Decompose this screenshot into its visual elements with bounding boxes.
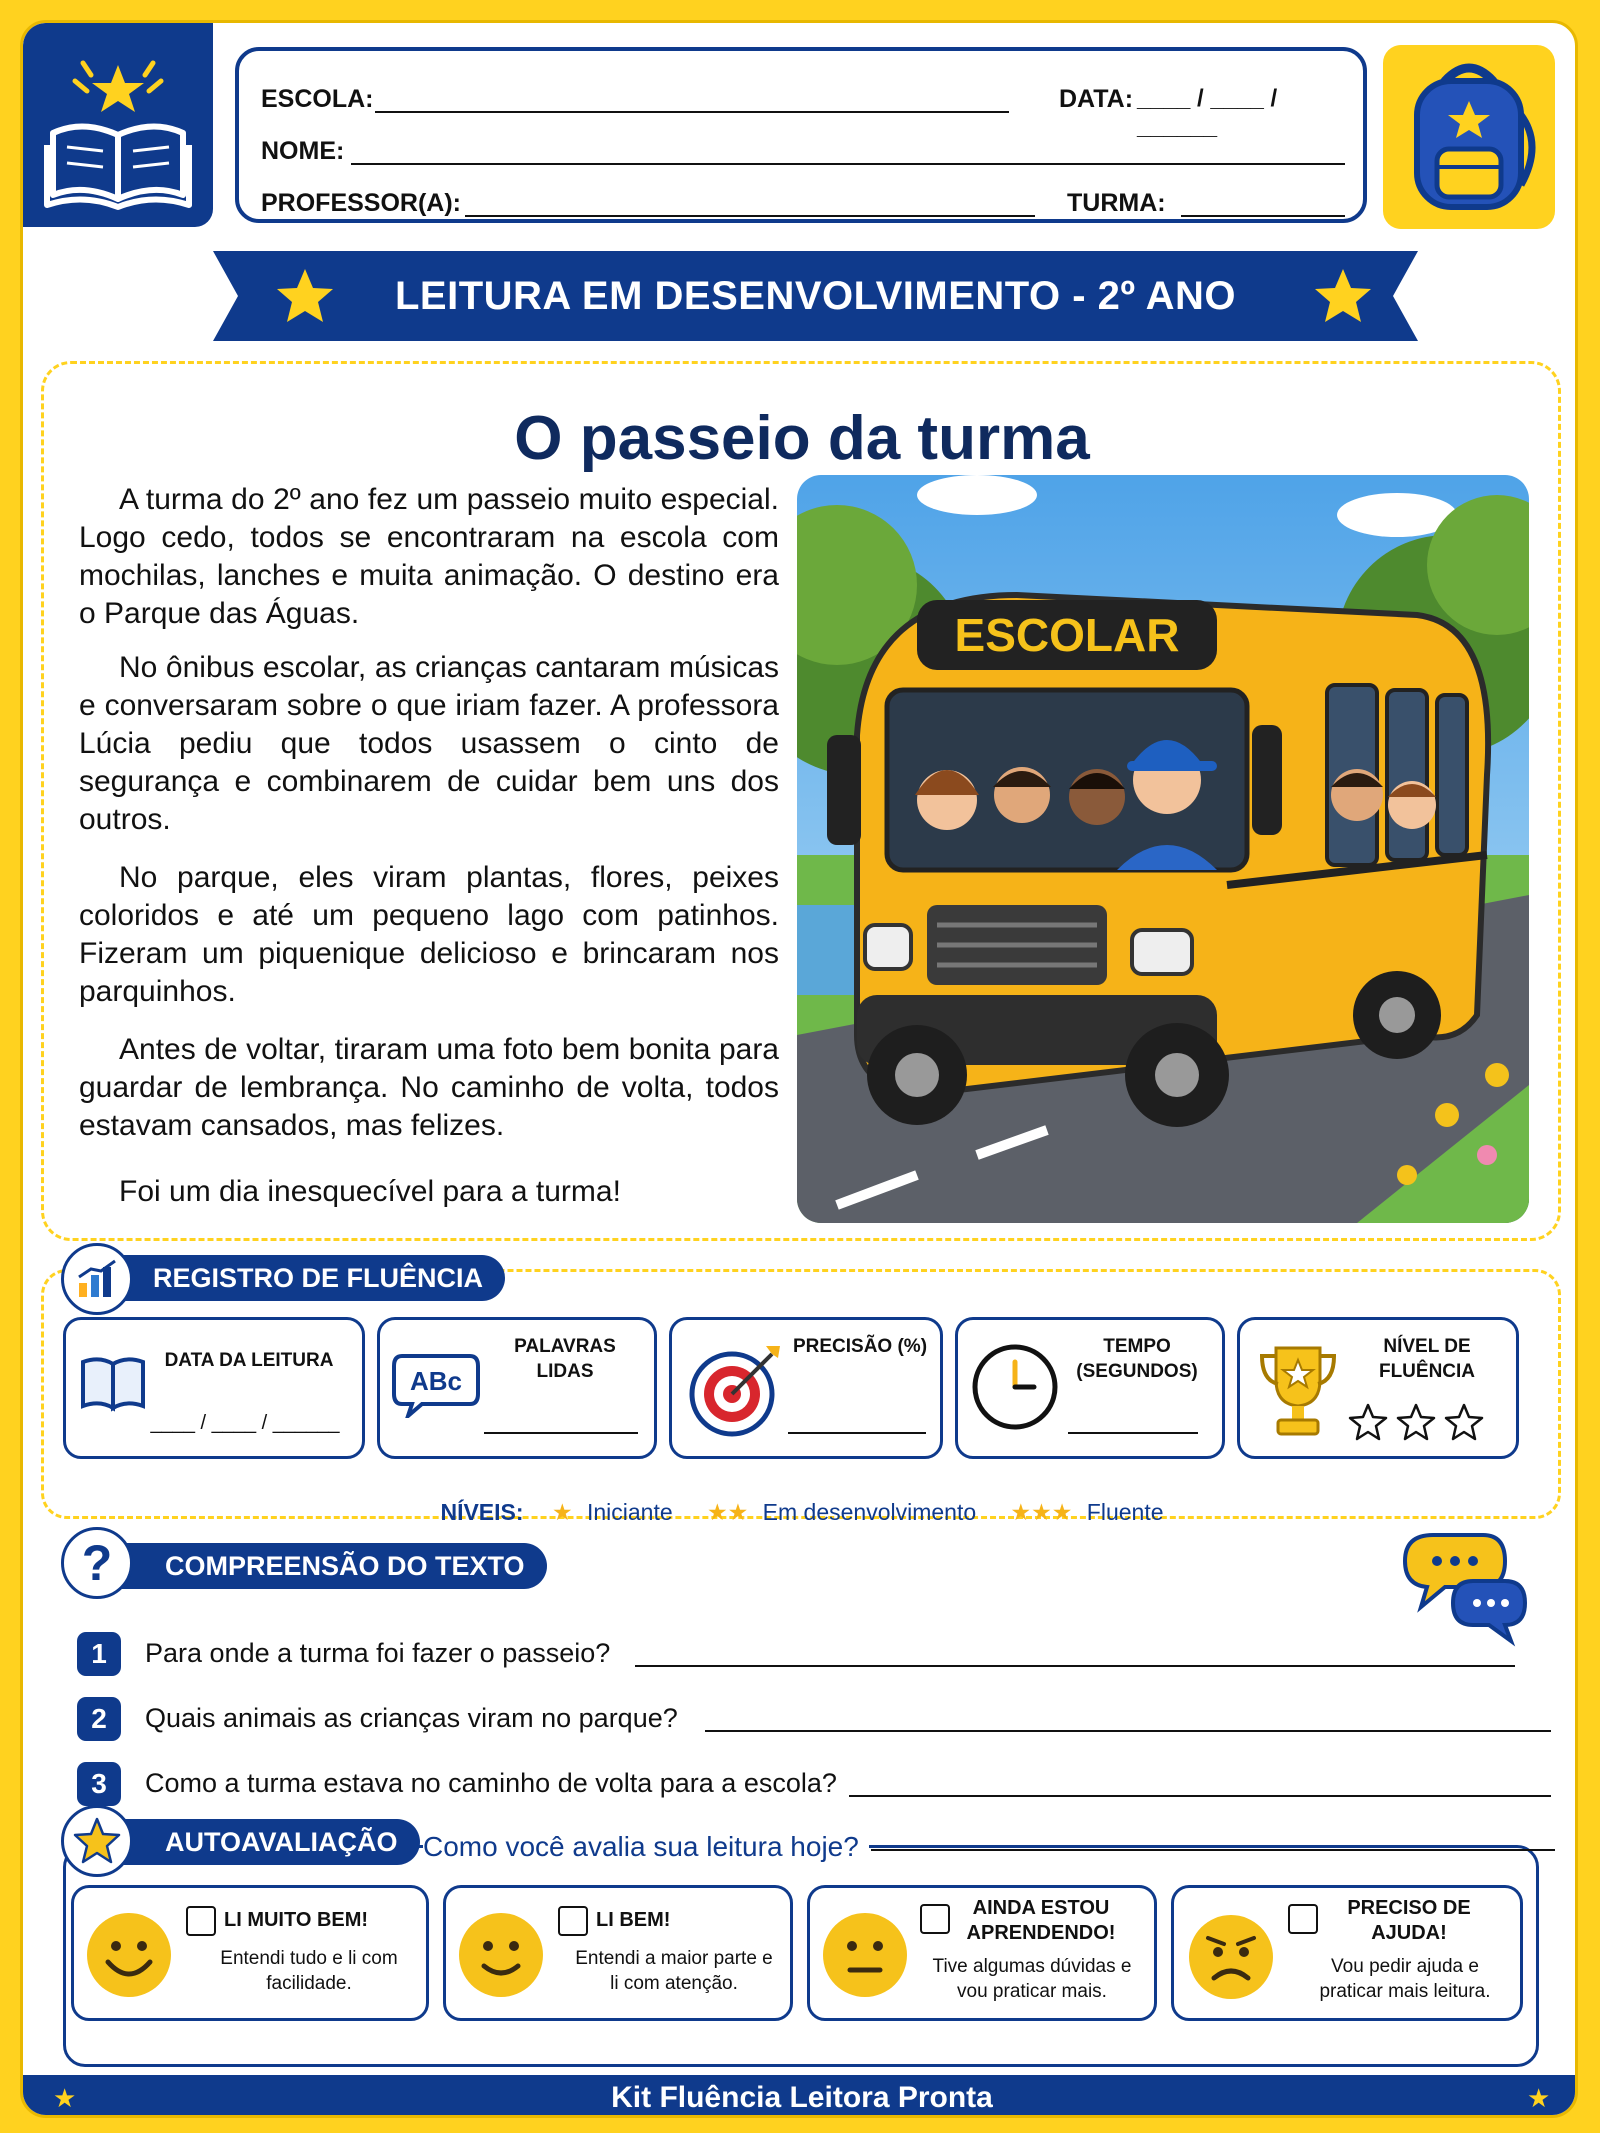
question-mark-icon: ? [61, 1527, 133, 1599]
class-label: TURMA: [1067, 189, 1166, 217]
mood-option-good[interactable] [443, 1885, 793, 2021]
question-text: Para onde a turma foi fazer o passeio? [145, 1638, 611, 1668]
self-assessment-prompt: Como você avalia sua leitura hoje? [423, 1831, 869, 1863]
worried-face-icon [1186, 1912, 1276, 2002]
question-number: 3 [77, 1762, 121, 1806]
mood-title: AINDA ESTOU APRENDENDO! [966, 1897, 1116, 1944]
time-card [955, 1317, 1225, 1459]
school-label: ESCOLA: [261, 85, 374, 113]
reading-date-field[interactable]: ____ / ____ / ______ [150, 1412, 340, 1434]
mood-option-very-good[interactable] [71, 1885, 429, 2021]
teacher-label: PROFESSOR(A): [261, 189, 461, 217]
neutral-face-icon [820, 1910, 910, 2000]
answer-line[interactable] [635, 1665, 1515, 1667]
student-info-box [235, 47, 1367, 223]
teacher-field[interactable] [465, 215, 1035, 217]
mood-description: Tive algumas dúvidas e vou praticar mais. [932, 1956, 1132, 2002]
empty-star-icon[interactable] [1396, 1402, 1436, 1442]
prompt-line [871, 1849, 1555, 1851]
name-field[interactable] [351, 163, 1345, 165]
card-title: PRECISÃO (%) [792, 1336, 928, 1357]
title-banner [213, 251, 1418, 341]
class-field[interactable] [1181, 215, 1345, 217]
self-assessment-section-title: AUTOAVALIAÇÃO [103, 1819, 420, 1865]
big-smile-face-icon [84, 1910, 174, 2000]
mood-checkbox[interactable] [920, 1904, 950, 1934]
date-field[interactable]: ____ / ____ / ______ [1137, 85, 1278, 140]
card-title: TEMPO (SEGUNDOS) [1076, 1336, 1198, 1382]
levels-label: NÍVEIS: [440, 1499, 524, 1525]
level-fluent: Fluente [1086, 1499, 1164, 1525]
banner-title: LEITURA EM DESENVOLVIMENTO - 2º ANO [394, 273, 1237, 318]
fluency-stars[interactable] [1348, 1402, 1484, 1442]
story-paragraph: A turma do 2º ano fez um passeio muito especial. Logo cedo, todos se encontraram na escola com mochilas, lanches e muita animação. O destino era o Parque das Águas. [79, 483, 779, 630]
comprehension-section-title: COMPREENSÃO DO TEXTO [103, 1543, 547, 1589]
answer-line[interactable] [705, 1730, 1551, 1732]
trophy-icon [1256, 1340, 1340, 1440]
date-label: DATA: [1059, 85, 1134, 113]
footer-text: Kit Fluência Leitora Pronta [611, 2081, 993, 2114]
star-icon: ★ [551, 1499, 573, 1525]
question-number: 1 [77, 1632, 121, 1676]
story-title: O passeio da turma [514, 404, 1090, 473]
target-icon [688, 1342, 784, 1438]
star-icon: ★ [53, 2083, 77, 2113]
question-text: Quais animais as crianças viram no parque? [145, 1703, 678, 1733]
star-icon: ★★ [707, 1499, 749, 1525]
smile-face-icon [456, 1910, 546, 2000]
question-number: 2 [77, 1697, 121, 1741]
reading-date-card [63, 1317, 365, 1459]
mood-checkbox[interactable] [186, 1906, 216, 1936]
bar-chart-icon [61, 1243, 133, 1315]
levels-legend [23, 1499, 1578, 1526]
card-title: PALAVRAS LIDAS [514, 1336, 616, 1382]
precision-field[interactable] [788, 1432, 926, 1434]
backpack-logo [1383, 45, 1555, 229]
mood-description: Entendi a maior parte e li com atenção. [575, 1948, 773, 1994]
fluency-level-card [1237, 1317, 1519, 1459]
book-logo [23, 23, 213, 227]
abc-icon: ABc [392, 1348, 480, 1418]
question-text: Como a turma estava no caminho de volta para a escola? [145, 1768, 837, 1798]
backpack-icon [1383, 45, 1555, 229]
star-icon: ★★★ [1010, 1499, 1073, 1525]
empty-star-icon[interactable] [1348, 1402, 1388, 1442]
clock-icon [970, 1342, 1060, 1432]
card-title: NÍVEL DE FLUÊNCIA [1378, 1336, 1476, 1382]
bus-sign: ESCOLAR [954, 609, 1180, 661]
story-paragraph: No ônibus escolar, as crianças cantaram músicas e conversaram sobre o que iriam fazer. A professora Lúcia pediu que todos usassem o cinto de segurança e combinarem de cuidar bem uns dos outros. [79, 651, 779, 836]
chat-bubbles-icon [1393, 1531, 1533, 1651]
star-badge-icon [61, 1805, 133, 1877]
mood-title: LI MUITO BEM! [224, 1909, 369, 1931]
mood-description: Vou pedir ajuda e praticar mais leitura. [1319, 1956, 1491, 2002]
card-title: DATA DA LEITURA [164, 1350, 334, 1371]
answer-line[interactable] [849, 1795, 1551, 1797]
star-icon: ★ [1527, 2083, 1551, 2113]
footer-bar [23, 2075, 1578, 2118]
time-field[interactable] [1068, 1432, 1198, 1434]
words-read-card [377, 1317, 657, 1459]
words-read-field[interactable] [484, 1432, 638, 1434]
story-paragraph: No parque, eles viram plantas, flores, peixes coloridos e até um pequeno lago com patinhos. Fizeram um piquenique delicioso e brincaram nos parquinhos. [79, 861, 779, 1008]
mood-checkbox[interactable] [1288, 1904, 1318, 1934]
level-beginner: Iniciante [586, 1499, 673, 1525]
open-book-icon [23, 23, 213, 227]
empty-star-icon[interactable] [1444, 1402, 1484, 1442]
level-developing: Em desenvolvimento [762, 1499, 977, 1525]
mood-checkbox[interactable] [558, 1906, 588, 1936]
name-label: NOME: [261, 137, 345, 165]
mood-option-learning[interactable] [807, 1885, 1157, 2021]
school-field[interactable] [375, 111, 1009, 113]
mood-title: LI BEM! [596, 1909, 671, 1931]
fluency-section-title: REGISTRO DE FLUÊNCIA [91, 1255, 505, 1301]
bus-picture [797, 475, 1529, 1223]
school-bus-illustration [797, 475, 1529, 1223]
book-icon [78, 1354, 148, 1414]
mood-option-need-help[interactable] [1171, 1885, 1523, 2021]
story-paragraph: Foi um dia inesquecível para a turma! [119, 1175, 621, 1208]
mood-title: PRECISO DE AJUDA! [1347, 1897, 1471, 1944]
worksheet [20, 20, 1578, 2118]
story-paragraph: Antes de voltar, tiraram uma foto bem bonita para guardar de lembrança. No caminho de volta, todos estavam cansados, mas felizes. [79, 1033, 779, 1142]
precision-card [669, 1317, 943, 1459]
mood-description: Entendi tudo e li com facilidade. [220, 1948, 398, 1994]
